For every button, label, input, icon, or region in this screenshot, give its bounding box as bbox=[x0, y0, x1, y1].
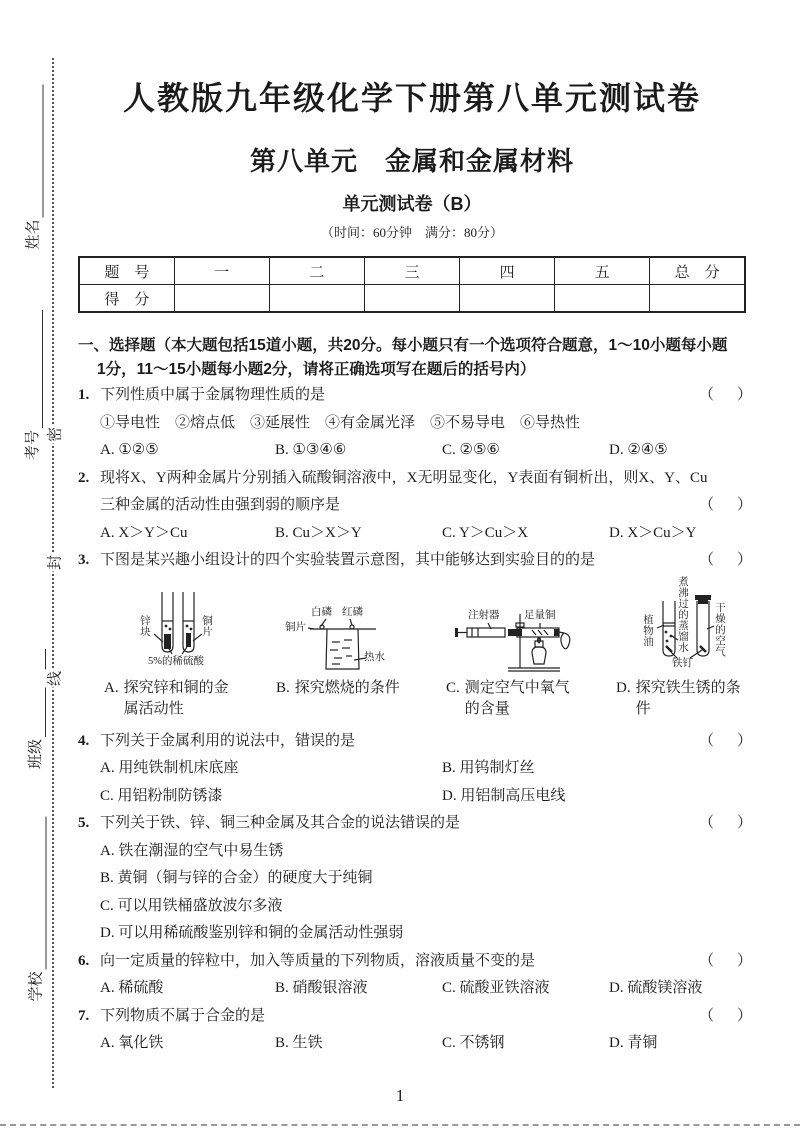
q6-option-c: C. 硫酸亚铁溶液 bbox=[442, 980, 550, 996]
score-cell-total[interactable] bbox=[650, 285, 745, 313]
class-label: 班级 bbox=[28, 738, 44, 769]
q6-answer-bracket[interactable]: （ ） bbox=[698, 952, 756, 969]
fig-a-zinc-label: 锌块 bbox=[139, 614, 150, 637]
q1-answer-bracket[interactable]: （ ） bbox=[698, 387, 756, 403]
bottom-edge-line bbox=[0, 1124, 800, 1126]
q3-diagram-b bbox=[248, 576, 420, 720]
score-cell-3[interactable] bbox=[364, 285, 459, 313]
q2-stem-line1: 现将X、Y两种金属片分别插入硫酸铜溶液中，X无明显变化，Y表面有铜析出，则X、Y、Cu bbox=[100, 469, 708, 486]
fig-c-syringe-label: 注射器 bbox=[468, 609, 500, 621]
question-2-number: 2. bbox=[78, 469, 90, 486]
q3-caption-a bbox=[78, 678, 248, 720]
q3-caption-a-text: 探究锌和铜的金属活动性 bbox=[123, 679, 229, 717]
q7-stem: 下列物质不属于合金的是 bbox=[100, 1007, 266, 1024]
q4-answer-bracket[interactable]: （ ） bbox=[698, 732, 756, 749]
paper-version-label: 单元测试卷（B） bbox=[342, 194, 482, 214]
q3-caption-a-letter: A. bbox=[104, 679, 119, 696]
seal-char-xian: 线 bbox=[44, 670, 65, 688]
q4-stem: 下列关于金属利用的说法中，错误的是 bbox=[100, 732, 356, 749]
seal-dotted-line bbox=[52, 58, 54, 1088]
score-table-score-row bbox=[79, 285, 745, 313]
section-heading-line2: 1分，11～15小题每小题2分，请将正确选项写在题后的括号内） bbox=[97, 361, 536, 378]
question-3 bbox=[78, 547, 756, 575]
q2-option-d: D. X＞Cu＞Y bbox=[609, 524, 697, 541]
page-number: 1 bbox=[395, 1086, 405, 1105]
q7-option-a: A. 氧化铁 bbox=[100, 1035, 164, 1051]
q3-caption-d-letter: D. bbox=[616, 679, 631, 696]
seal-char-mi: 密 bbox=[44, 426, 65, 444]
page-title: 人教版九年级化学下册第八单元测试卷 bbox=[122, 80, 701, 116]
q4-option-d: D. 用铝制高压电线 bbox=[442, 787, 566, 804]
fig-b-copper-sheet-label: 铜片 bbox=[285, 621, 306, 633]
fig-a-copper-label: 铜片 bbox=[201, 614, 212, 637]
q3-caption-c bbox=[420, 678, 610, 720]
q1-option-a: A. ①②⑤ bbox=[100, 442, 159, 458]
q5-option-c: C. 可以用铁桶盛放波尔多液 bbox=[100, 897, 283, 914]
q3-caption-d-text: 探究铁生锈的条件 bbox=[635, 679, 741, 717]
q2-option-c: C. Y＞Cu＞X bbox=[442, 524, 529, 541]
score-cell-4[interactable] bbox=[460, 285, 555, 313]
score-table bbox=[78, 256, 746, 313]
q6-option-a: A. 稀硫酸 bbox=[100, 980, 164, 996]
fig-b-hot-water-label: 热水 bbox=[364, 651, 385, 663]
section-one-heading bbox=[78, 334, 746, 382]
score-row-label: 得 分 bbox=[79, 285, 174, 313]
q7-option-d: D. 青铜 bbox=[609, 1035, 658, 1051]
q5-option-d: D. 可以用稀硫酸鉴别锌和铜的金属活动性强弱 bbox=[100, 925, 404, 941]
time-score-meta: （时间：60分钟 满分：80分） bbox=[320, 225, 503, 240]
q1-items: ①导电性 ②熔点低 ③延展性 ④有金属光泽 ⑤不易导电 ⑥导热性 bbox=[100, 414, 581, 431]
q3-answer-bracket[interactable]: （ ） bbox=[698, 552, 756, 568]
q3-diagram-d bbox=[610, 576, 746, 720]
score-table-header-row bbox=[79, 257, 745, 285]
fig-d-dry-air-label: 干燥的空气 bbox=[714, 601, 725, 657]
fig-a-acid-label: 5%的稀硫酸 bbox=[148, 655, 204, 667]
q3-caption-d bbox=[610, 678, 746, 720]
score-col-2: 二 bbox=[269, 257, 364, 285]
question-7-number: 7. bbox=[78, 1007, 90, 1024]
score-col-3: 三 bbox=[364, 257, 459, 285]
class-blank[interactable] bbox=[30, 649, 46, 737]
q5-option-b: B. 黄铜（铜与锌的合金）的硬度大于纯铜 bbox=[100, 870, 373, 886]
fig-d-oil-label: 植物油 bbox=[642, 613, 653, 647]
q7-option-c: C. 不锈钢 bbox=[442, 1035, 505, 1051]
q3-caption-c-text: 测定空气中氧气的含量 bbox=[464, 679, 570, 717]
question-5-number: 5. bbox=[78, 815, 90, 831]
score-col-4: 四 bbox=[460, 257, 555, 285]
fig-d-boiled-water-label: 煮沸过的蒸馏水 bbox=[677, 575, 688, 653]
q4-option-b: B. 用钨制灯丝 bbox=[442, 760, 535, 776]
q3-diagram-c bbox=[420, 576, 610, 720]
score-col-1: 一 bbox=[174, 257, 269, 285]
unit-subtitle: 第八单元 金属和金属材料 bbox=[249, 146, 574, 176]
q7-option-b: B. 生铁 bbox=[275, 1035, 323, 1051]
seal-char-feng: 封 bbox=[44, 554, 65, 572]
score-col-5: 五 bbox=[555, 257, 650, 285]
q6-option-d: D. 硫酸镁溶液 bbox=[609, 980, 703, 996]
q1-option-b: B. ①③④⑥ bbox=[275, 442, 347, 458]
q2-stem-line2: 三种金属的活动性由强到弱的顺序是 bbox=[100, 497, 341, 513]
fig-b-white-phosphorus-label: 白磷 bbox=[311, 606, 332, 618]
question-5 bbox=[78, 810, 756, 948]
figure-b-apparatus bbox=[248, 576, 420, 676]
name-blank[interactable] bbox=[28, 85, 44, 218]
paper-content bbox=[78, 80, 756, 1058]
q3-caption-b-text: 探究燃烧的条件 bbox=[294, 679, 400, 696]
q5-stem: 下列关于铁、锌、铜三种金属及其合金的说法错误的是 bbox=[100, 815, 461, 831]
q3-diagram-a bbox=[78, 576, 248, 720]
question-4-number: 4. bbox=[78, 732, 90, 749]
exam-no-label: 考号 bbox=[25, 429, 41, 460]
q3-caption-b bbox=[248, 678, 420, 699]
class-field bbox=[26, 649, 46, 769]
q1-option-c: C. ②⑤⑥ bbox=[442, 442, 500, 458]
q3-stem: 下图是某兴趣小组设计的四个实验装置示意图，其中能够达到实验目的的是 bbox=[100, 552, 596, 568]
question-2 bbox=[78, 465, 756, 548]
q2-option-a: A. X＞Y＞Cu bbox=[100, 524, 188, 541]
score-cell-1[interactable] bbox=[174, 285, 269, 313]
q5-option-a: A. 铁在潮湿的空气中易生锈 bbox=[100, 842, 284, 859]
q5-answer-bracket[interactable]: （ ） bbox=[698, 815, 756, 831]
school-blank[interactable] bbox=[31, 817, 47, 970]
score-table-title-cell: 题 号 bbox=[79, 257, 174, 285]
q3-caption-b-letter: B. bbox=[276, 679, 290, 696]
question-6-number: 6. bbox=[78, 952, 90, 969]
score-cell-5[interactable] bbox=[555, 285, 650, 313]
q7-answer-bracket[interactable]: （ ） bbox=[698, 1007, 756, 1024]
exam-no-field bbox=[23, 310, 43, 460]
name-field bbox=[24, 85, 44, 250]
fig-d-nail-label: 铁钉 bbox=[672, 657, 693, 669]
question-6 bbox=[78, 948, 756, 1003]
exam-no-blank[interactable] bbox=[27, 310, 43, 428]
figure-c-apparatus bbox=[420, 576, 610, 676]
question-1-number: 1. bbox=[78, 387, 90, 403]
q4-option-a: A. 用纯铁制机床底座 bbox=[100, 760, 239, 776]
q2-option-b: B. Cu＞X＞Y bbox=[275, 524, 362, 541]
name-label: 姓名 bbox=[25, 219, 42, 250]
question-4 bbox=[78, 728, 756, 811]
q2-answer-bracket[interactable]: （ ） bbox=[698, 497, 756, 513]
q6-option-b: B. 硝酸银溶液 bbox=[275, 980, 368, 996]
q4-option-c: C. 用铝粉制防锈漆 bbox=[100, 787, 223, 804]
school-field bbox=[27, 817, 47, 1002]
question-3-number: 3. bbox=[78, 552, 90, 568]
fig-b-red-phosphorus-label: 红磷 bbox=[342, 606, 363, 618]
school-label: 学校 bbox=[28, 971, 45, 1002]
score-col-total: 总 分 bbox=[650, 257, 745, 285]
q1-option-d: D. ②④⑤ bbox=[609, 442, 668, 458]
q1-stem: 下列性质中属于金属物理性质的是 bbox=[100, 387, 326, 403]
fig-c-copper-label: 足量铜 bbox=[524, 609, 556, 621]
section-heading-line1: 一、选择题（本大题包括15道小题，共20分。每小题只有一个选项符合题意，1～10小题每小题 bbox=[78, 337, 728, 354]
q3-caption-c-letter: C. bbox=[446, 679, 460, 696]
question-7 bbox=[78, 1003, 756, 1058]
question-1 bbox=[78, 382, 756, 465]
q3-diagrams bbox=[78, 576, 746, 720]
q6-stem: 向一定质量的锌粒中，加入等质量的下列物质，溶液质量不变的是 bbox=[100, 952, 536, 969]
score-cell-2[interactable] bbox=[269, 285, 364, 313]
